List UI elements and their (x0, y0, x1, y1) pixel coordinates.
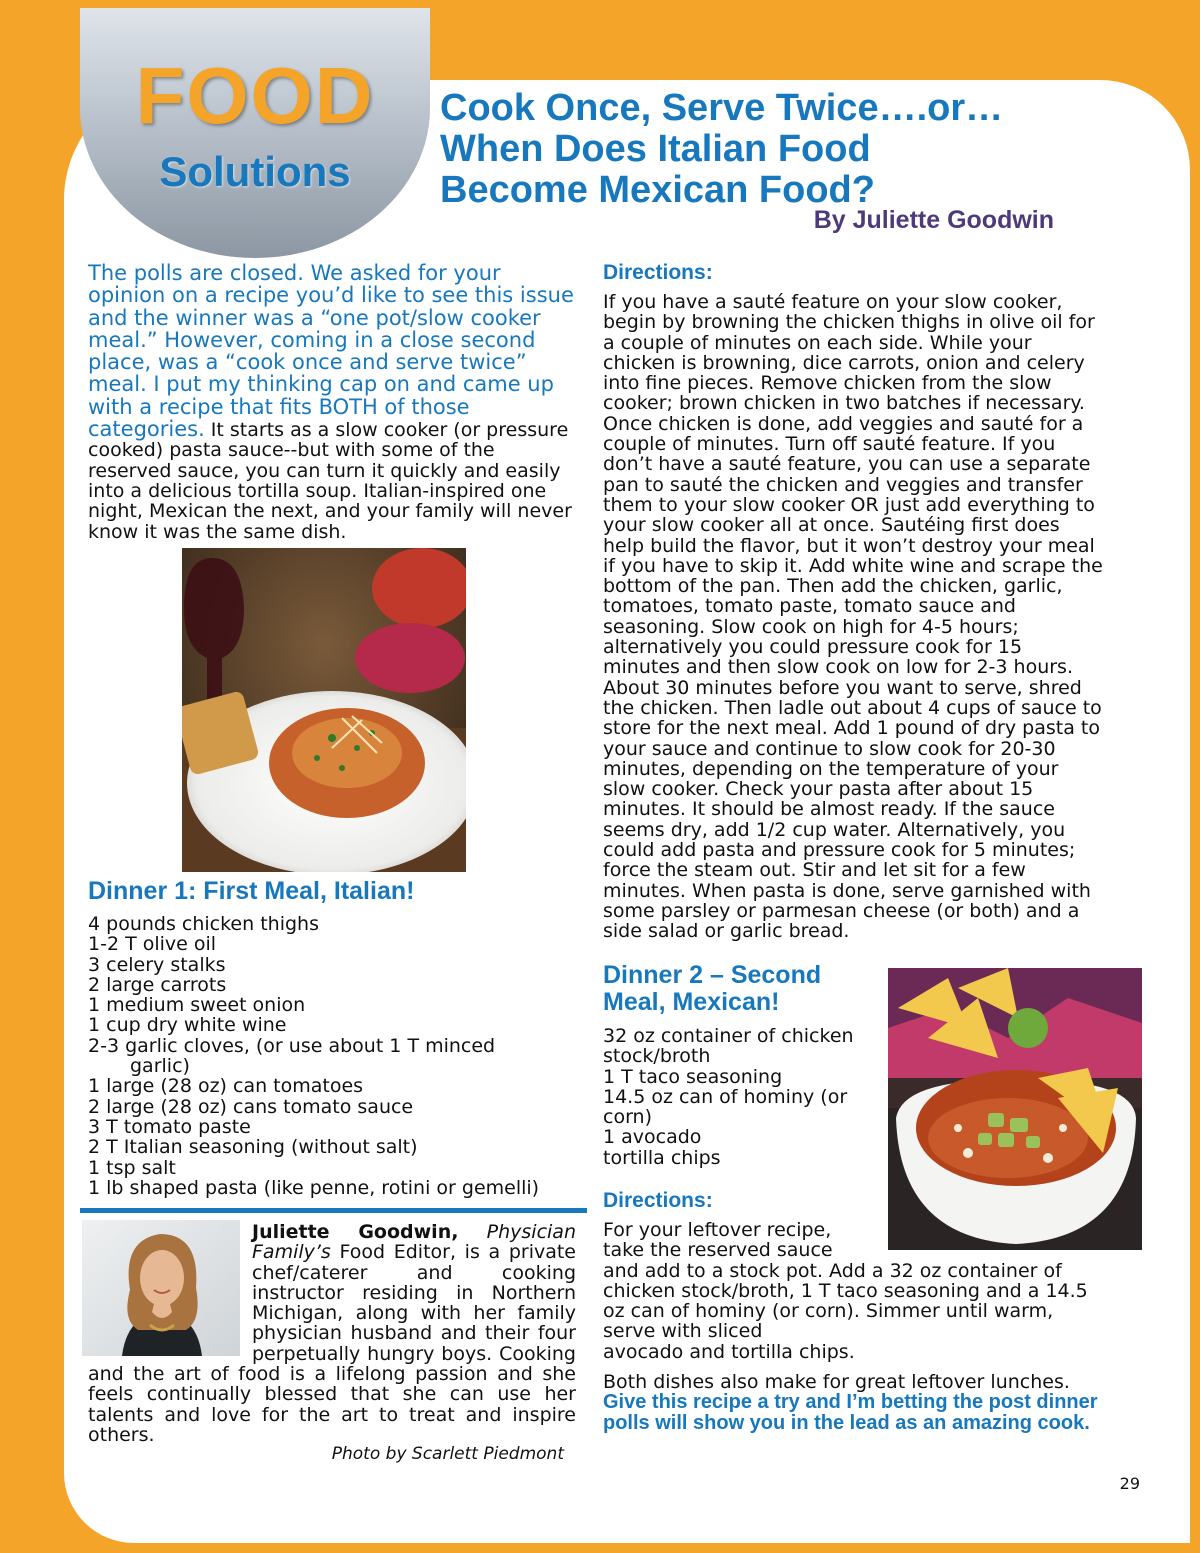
byline: By Juliette Goodwin (813, 206, 1054, 234)
dinner2-heading (603, 962, 821, 1016)
soup-photo-spacer (871, 1220, 1103, 1260)
photo-credit: Photo by Scarlett Piedmont (331, 1444, 564, 1464)
ingredient-item: 1 T taco seasoning (603, 1065, 783, 1088)
ingredient-item: 2 T Italian seasoning (without salt) (88, 1136, 418, 1159)
bio-author-name: Juliette Goodwin, (252, 1221, 459, 1243)
ingredient-item: 32 oz container of chicken stock/broth (603, 1025, 854, 1068)
ingredient-item: tortilla chips (603, 1146, 721, 1169)
badge-food-text: FOOD (135, 51, 375, 140)
tortilla-soup-photo (888, 968, 1142, 1250)
ingredient-continuation: garlic) (130, 1055, 190, 1078)
title-line-2: When Does Italian Food (440, 128, 871, 170)
page-number: 29 (1119, 1474, 1140, 1493)
directions2-text (603, 1220, 1103, 1362)
article-title (440, 88, 1180, 211)
ingredient-item: 1 lb shaped pasta (like penne, rotini or gemelli) (88, 1176, 540, 1199)
bio-divider (80, 1208, 587, 1213)
ingredient-item: 1 tsp salt (88, 1156, 176, 1179)
bio-magazine-name: Physician Family’s (252, 1221, 576, 1264)
intro-paragraph (88, 262, 578, 542)
title-line-1: Cook Once, Serve Twice….or… (440, 87, 1004, 129)
intro-lead: The polls are closed. We asked for your opinion on a recipe you’d like to see this issue and the winner was a “one pot/slow cooker meal.” However, coming in a close second place, was a “cook once and serve twice” meal. I put my thinking cap on and came up with a recipe that fits BOTH of those categories. (88, 261, 574, 442)
pasta-dish-photo (182, 548, 466, 872)
directions2-body-end: avocado and tortilla chips. (603, 1340, 855, 1363)
ingredient-item: 3 celery stalks (88, 953, 226, 976)
bio-text: Food Editor, is a private chef/caterer and cooking instructor residing in Northern Michigan, along with her family physician husband and their four perpetually hungry boys. Cooking and the art of food is a lifelong passion and she feels continually blessed that she can use her talents and love for the art to treat and inspire others. (88, 1241, 576, 1446)
directions2-body: For your leftover recipe, take the reserved sauce and add to a stock pot. Add a 32 oz container of chicken stock/broth, 1 T taco seasoning and a 14.5 oz can of hominy (or corn). Simmer until warm, serve with sliced (603, 1219, 1088, 1343)
pasta-photo-illustration (182, 548, 466, 872)
title-line-3: Become Mexican Food? (440, 169, 875, 211)
closing-leftovers: Both dishes also make for great leftover lunches. (603, 1371, 1070, 1393)
author-bio (88, 1222, 576, 1445)
ingredient-item-garlic (88, 1036, 578, 1077)
ingredient-item: 1 cup dry white wine (88, 1014, 287, 1037)
closing-paragraph (603, 1372, 1103, 1433)
ingredient-item: 3 T tomato paste (88, 1115, 251, 1138)
directions1-text: If you have a sauté feature on your slow cooker, begin by browning the chicken thighs in olive oil for a couple of minutes on each side. While your chicken is browning, dice carrots, onion and celery into fine pieces. Remove chicken from the slow cooker; brown chicken in two batches if necessary. Once chicken is done, add veggies and sauté for a couple of minutes. Turn off sauté feature. If you don’t have a sauté feature, you can use a separate pan to sauté the chicken and veggies and transfer them to your slow cooker OR just add everything to your slow cooker all at once. Sautéing first does help build the flavor, but it won’t destroy your meal if you have to skip it. Add white wine and scrape the bottom of the pan. Then add the chicken, garlic, tomatoes, tomato paste, tomato sauce and seasoning. Slow cook on high for 4-5 hours; alternatively you could pressure cook for 15 minutes and then slow cook on low for 2-3 hours. About 30 minutes before you want to serve, shred the chicken. Then ladle out about 4 cups of sauce to store for the next meal. Add 1 pound of dry pasta to your sauce and continue to slow cook for 20-30 minutes, depending on the temperature of your slow cooker. Check your pasta after about 15 minutes. It should be almost ready. If the sauce seems dry, add 1/2 cup water. Alternatively, you could add pasta and pressure cook for 5 minutes; force the steam out. Stir and let sit for a few minutes. When pasta is done, serve garnished with some parsley or parmesan cheese (or both) and a side salad or garlic bread. (603, 291, 1103, 943)
soup-photo-illustration (888, 968, 1142, 1250)
ingredient-item: 1 large (28 oz) can tomatoes (88, 1075, 364, 1098)
ingredient-item: 1-2 T olive oil (88, 933, 217, 956)
badge-solutions-text: Solutions (159, 148, 351, 195)
ingredient-item: 4 pounds chicken thighs (88, 913, 319, 935)
ingredient-item: 14.5 oz can of hominy (or corn) (603, 1085, 848, 1129)
dinner2-heading-line-1: Dinner 2 – Second (603, 961, 822, 989)
ingredient-item: 2 large carrots (88, 973, 227, 996)
ingredient-text: 2-3 garlic cloves, (or use about 1 T minced (88, 1034, 496, 1057)
intro-body: It starts as a slow cooker (or pressure cooked) pasta sauce--but with some of the reserved sauce, you can turn it quickly and easily into a delicious tortilla soup. Italian-inspired one night, Mexican the next, and your family will never know it was the same dish. (88, 419, 572, 543)
closing-callout: Give this recipe a try and I’m betting the post dinner polls will show you in the lead as an amazing cook. (603, 1391, 1098, 1434)
ingredient-item: 1 avocado (603, 1126, 702, 1149)
directions2-heading: Directions: (603, 1189, 713, 1212)
dinner1-heading: Dinner 1: First Meal, Italian! (88, 877, 415, 905)
bio-photo-spacer (88, 1222, 246, 1358)
directions1-heading: Directions: (603, 261, 713, 284)
dinner2-ingredient-list (603, 1026, 875, 1168)
dinner1-ingredient-list (88, 914, 578, 1198)
ingredient-item: 2 large (28 oz) cans tomato sauce (88, 1095, 414, 1118)
dinner2-heading-line-2: Meal, Mexican! (603, 988, 780, 1016)
ingredient-item: 1 medium sweet onion (88, 994, 306, 1017)
